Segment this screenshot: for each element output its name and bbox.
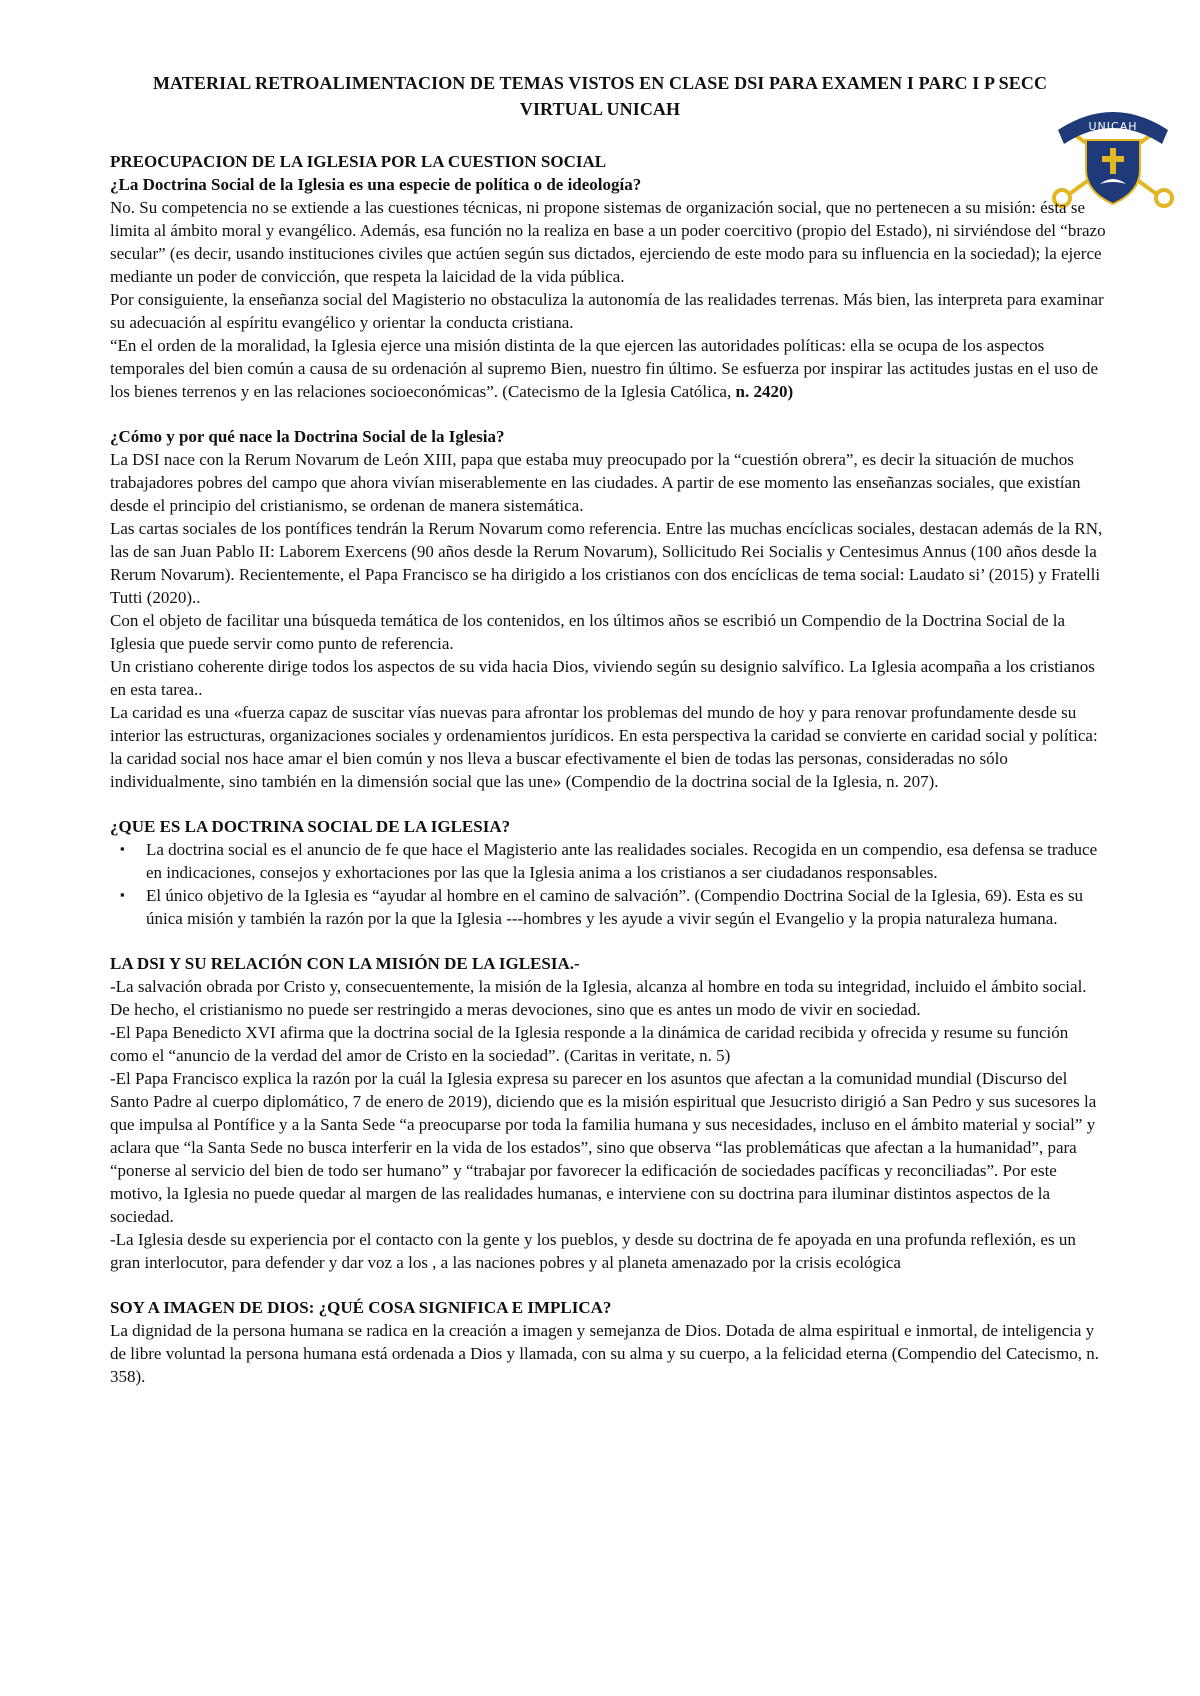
document-title	[90, 70, 1110, 122]
paragraph: La DSI nace con la Rerum Novarum de León XIII, papa que estaba muy preocupado por la “cuestión obrera”, es decir la situación de muchos trabajadores pobres del campo que ahora vivían miserablemente en las ciudades. A partir de ese momento las enseñanzas sociales, que existían desde el principio del cristianismo, se ordenan de manera sistemática.	[110, 450, 1081, 515]
bullet-list	[110, 838, 1110, 930]
paragraph: Un cristiano coherente dirige todos los aspectos de su vida hacia Dios, viviendo según su designio salvífico. La Iglesia acompaña a los cristianos en esta tarea..	[110, 657, 1095, 699]
title-line-1: MATERIAL RETROALIMENTACION DE TEMAS VISTOS EN CLASE DSI PARA EXAMEN I PARC I P SECC	[152, 73, 1048, 93]
title-line-2: VIRTUAL UNICAH	[519, 99, 681, 119]
paragraph: -La Iglesia desde su experiencia por el contacto con la gente y los pueblos, y desde su doctrina de fe apoyada en una profunda reflexión, es un gran interlocutor, para defender y dar voz a los , a las naciones pobres y al planeta amenazado por la crisis ecológica	[110, 1230, 1076, 1272]
section-heading: ¿QUE ES LA DOCTRINA SOCIAL DE LA IGLESIA?	[110, 817, 511, 836]
paragraph: La dignidad de la persona humana se radica en la creación a imagen y semejanza de Dios. Dotada de alma espiritual e inmortal, de inteligencia y de libre voluntad la persona humana está ordenada a Dios y llamada, con su alma y su cuerpo, a la felicidad eterna (Compendio del Catecismo, n. 358).	[110, 1321, 1099, 1386]
paragraph: -El Papa Francisco explica la razón por la cuál la Iglesia expresa su parecer en los asuntos que afectan a la comunidad mundial (Discurso del Santo Padre al cuerpo diplomático, 7 de enero de 2019), diciendo que es la misión espiritual que Jesucristo dirigió a San Pedro y sus sucesores la que impulsa al Pontífice y a la Santa Sede “a preocuparse por toda la familia humana y sus necesidades, incluso en el ámbito material y social” y aclara que “la Santa Sede no busca interferir en la vida de los estados”, sino que observa “las problemáticas que afectan a la humanidad”, para “ponerse al servicio del bien de todo ser humano” y “trabajar por favorecer la edificación de sociedades pacíficas y reconciliadas”. Por este motivo, la Iglesia no puede quedar al margen de las realidades humanas, e interviene con su doctrina para iluminar distintos aspectos de la sociedad.	[110, 1069, 1097, 1226]
paragraph: Con el objeto de facilitar una búsqueda temática de los contenidos, en los últimos años se escribió un Compendio de la Doctrina Social de la Iglesia que puede servir como punto de referencia.	[110, 611, 1066, 653]
quote-text: “En el orden de la moralidad, la Iglesia ejerce una misión distinta de la que ejercen las autoridades políticas: ella se ocupa de los aspectos temporales del bien común a causa de su ordenación al supremo Bien, nuestro fin último. Se esfuerza por inspirar las actitudes justas en el uso de los bienes terrenos y en las relaciones socioeconómicas”. (Catecismo de la Iglesia Católica,	[110, 336, 1099, 401]
quote-reference: n. 2420)	[735, 382, 794, 401]
paragraph: La caridad es una «fuerza capaz de suscitar vías nuevas para afrontar los problemas del mundo de hoy y para renovar profundamente desde su interior las estructuras, organizaciones sociales y ordenamientos jurídicos. En esta perspectiva la caridad se convierte en caridad social y política: la caridad social nos hace amar el bien común y nos lleva a buscar efectivamente el bien de todas las personas, consideradas no sólo individualmente, sino también en la dimensión social que las une» (Compendio de la doctrina social de la Iglesia, n. 207).	[110, 703, 1098, 791]
list-item: ▪ El único objetivo de la Iglesia es “ayudar al hombre en el camino de salvación”. (Compendio Doctrina Social de la Iglesia, 69). Esta es su única misión y también la razón por la que la Iglesia ---hombres y les ayude a vivir según el Evangelio y la propia naturaleza humana.	[110, 884, 1110, 930]
list-item: ▪ La doctrina social es el anuncio de fe que hace el Magisterio ante las realidades sociales. Recogida en un compendio, esa defensa se traduce en indicaciones, consejos y exhortaciones por las que la Iglesia anima a los cristianos a ser ciudadanos responsables.	[110, 838, 1110, 884]
paragraph: -La salvación obrada por Cristo y, consecuentemente, la misión de la Iglesia, alcanza al hombre en toda su integridad, incluido el ámbito social. De hecho, el cristianismo no puede ser restringido a meras devociones, sino que es antes un modo de vivir en sociedad.	[110, 977, 1087, 1019]
paragraph: Las cartas sociales de los pontífices tendrán la Rerum Novarum como referencia. Entre las muchas encíclicas sociales, destacan además de la RN, las de san Juan Pablo II: Laborem Exercens (90 años desde la Rerum Novarum), Sollicitudo Rei Socialis y Centesimus Annus (100 años desde la Rerum Novarum). Recientemente, el Papa Francisco se ha dirigido a los cristianos con dos encíclicas de tema social: Laudato si’ (2015) y Fratelli Tutti (2020)..	[110, 519, 1103, 607]
document-body	[110, 150, 1110, 1388]
section-question: ¿Cómo y por qué nace la Doctrina Social de la Iglesia?	[110, 427, 505, 446]
section-heading: SOY A IMAGEN DE DIOS: ¿QUÉ COSA SIGNIFICA E IMPLICA?	[110, 1298, 612, 1317]
logo-text: UNICAH	[1088, 120, 1138, 133]
paragraph: No. Su competencia no se extiende a las cuestiones técnicas, ni propone sistemas de organización social, que no pertenecen a su misión: ésta se limita al ámbito moral y evangélico. Además, esa función no la realiza en base a un poder coercitivo (propio del Estado), ni sirviéndose del “brazo secular” (es decir, usando instituciones civiles que actúen según sus dictados, ejerciendo de este modo para su influencia en la sociedad); la ejerce mediante un poder de convicción, que respeta la laicidad de la vida pública.	[110, 198, 1106, 286]
section-heading: LA DSI Y SU RELACIÓN CON LA MISIÓN DE LA IGLESIA.-	[110, 954, 580, 973]
paragraph-quote	[110, 334, 1110, 403]
section-heading: PREOCUPACION DE LA IGLESIA POR LA CUESTION SOCIAL	[110, 152, 607, 171]
paragraph: Por consiguiente, la enseñanza social del Magisterio no obstaculiza la autonomía de las realidades terrenas. Más bien, las interpreta para examinar su adecuación al espíritu evangélico y orientar la conducta cristiana.	[110, 290, 1104, 332]
paragraph: -El Papa Benedicto XVI afirma que la doctrina social de la Iglesia responde a la dinámica de caridad recibida y ofrecida y resume su función como el “anuncio de la verdad del amor de Cristo en la sociedad”. (Caritas in veritate, n. 5)	[110, 1023, 1069, 1065]
section-question: ¿La Doctrina Social de la Iglesia es una especie de política o de ideología?	[110, 175, 642, 194]
